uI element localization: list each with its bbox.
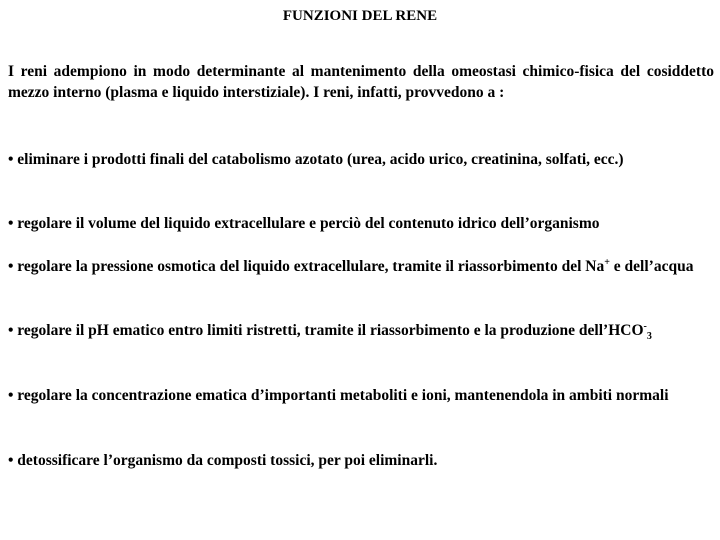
subscript-three: 3 — [646, 331, 652, 343]
list-item-osmotic-pressure — [8, 256, 714, 277]
list-item-metabolites — [8, 385, 714, 406]
list-item-nitrogen-waste — [8, 149, 714, 170]
list-item-text: • detossificare l’organismo da composti tossici, per poi eliminarli. — [8, 452, 438, 469]
list-item-text: • regolare il pH ematico entro limiti ristretti, tramite il riassorbimento e la produzione dell’HCO — [8, 322, 644, 339]
superscript-minus: - — [643, 320, 647, 332]
superscript-plus: + — [604, 256, 610, 268]
list-item-text: • regolare la concentrazione ematica d’importanti metaboliti e ioni, mantenendola in ambiti normali — [8, 387, 669, 404]
page-title: FUNZIONI DEL RENE — [282, 8, 438, 24]
list-item-volume — [8, 213, 714, 234]
list-item-text: • eliminare i prodotti finali del catabolismo azotato (urea, acido urico, creatinina, solfati, ecc.) — [8, 151, 624, 168]
list-item-text: • regolare il volume del liquido extracellulare e perciò del contenuto idrico dell’organismo — [8, 215, 600, 232]
list-item-ph — [8, 320, 714, 341]
list-item-text-continued: e dell’acqua — [609, 258, 694, 275]
intro-paragraph: I reni adempiono in modo determinante al mantenimento della omeostasi chimico-fisica del cosiddetto mezzo interno (plasma e liquido interstiziale). I reni, infatti, provvedono a : — [8, 63, 714, 101]
list-item-detox — [8, 450, 714, 471]
list-item-text: • regolare la pressione osmotica del liquido extracellulare, tramite il riassorbimento del Na — [8, 258, 605, 275]
